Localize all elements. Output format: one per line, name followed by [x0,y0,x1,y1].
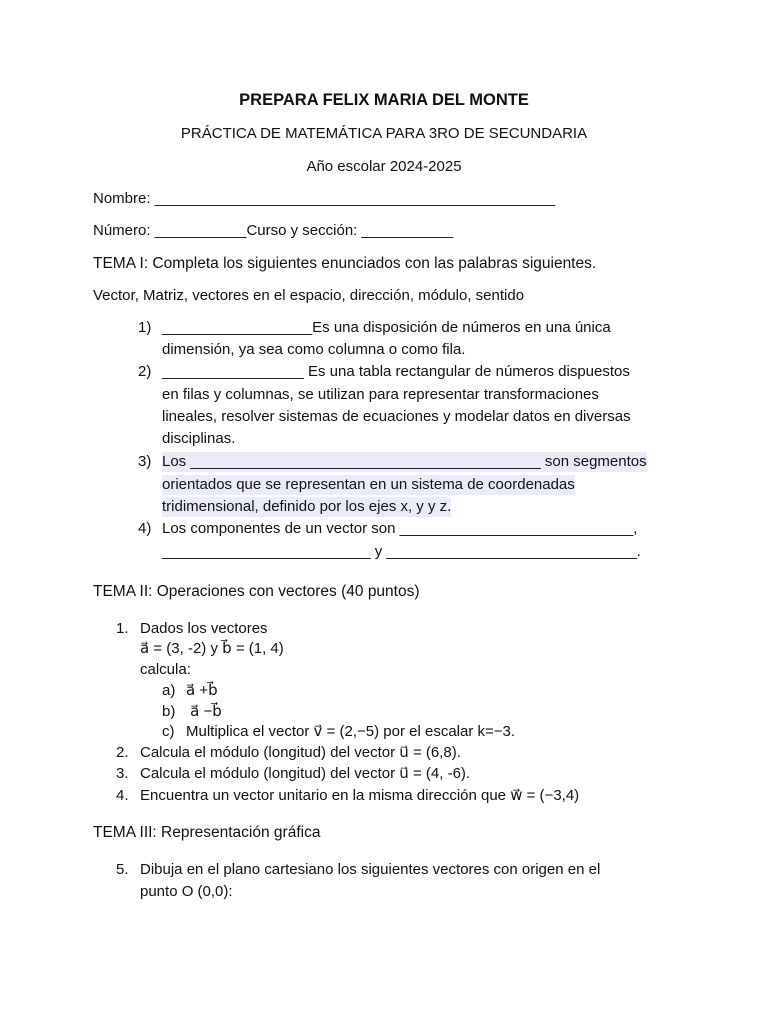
item4-line: Los componentes de un vector son ____________________________, [162,520,638,537]
nombre-field: Nombre: ________________________________________________ [93,190,556,207]
item3-line: orientados que se representan en un sistema de coordenadas [162,476,575,493]
item-number: 2) [138,363,152,380]
q3-text: Calcula el módulo (longitud) del vector u⃗ = (4, -6). [140,765,471,782]
q1-calcula: calcula: [140,661,191,678]
item2-line: en filas y columnas, se utilizan para representar transformaciones [162,386,599,403]
item4-line: _________________________ y ______________________________. [162,543,641,560]
question-number: 1. [116,620,129,637]
q5-line: punto O (0,0): [140,883,233,900]
word-bank: Vector, Matriz, vectores en el espacio, dirección, módulo, sentido [93,287,525,304]
sub-a-text: a⃗ +b⃗ [186,682,218,699]
sub-letter: a) [162,682,176,699]
sub-b-text: a⃗ −b⃗ [186,703,222,720]
item-number: 3) [138,453,152,470]
practice-subtitle: PRÁCTICA DE MATEMÁTICA PARA 3RO DE SECUNDARIA [180,125,588,142]
item1-line: __________________Es una disposición de números en una única [162,319,611,336]
tema3-heading: TEMA III: Representación gráfica [93,824,321,841]
q1-text: Dados los vectores [140,620,268,637]
item2-line: lineales, resolver sistemas de ecuaciones y modelar datos en diversas [162,408,631,425]
item-number: 1) [138,319,152,336]
question-number: 3. [116,765,129,782]
school-title: PREPARA FELIX MARIA DEL MONTE [239,91,529,109]
q4-text: Encuentra un vector unitario en la misma dirección que w⃗ = (−3,4) [140,787,580,804]
question-number: 2. [116,744,129,761]
q1-vectors: a⃗ = (3, -2) y b⃗ = (1, 4) [140,640,284,657]
sub-letter: b) [162,703,176,720]
question-number: 4. [116,787,129,804]
tema1-heading: TEMA I: Completa los siguientes enunciados con las palabras siguientes. [93,255,597,272]
item3-line: Los __________________________________________ son segmentos [162,453,647,470]
q5-line: Dibuja en el plano cartesiano los siguientes vectores con origen en el [140,861,601,878]
sub-letter: c) [162,723,175,740]
item1-line: dimensión, ya sea como columna o como fila. [162,341,466,358]
q2-text: Calcula el módulo (longitud) del vector u⃗ = (6,8). [140,744,461,761]
tema2-heading: TEMA II: Operaciones con vectores (40 puntos) [93,583,420,600]
item2-line: disciplinas. [162,430,236,447]
school-year: Año escolar 2024-2025 [306,158,462,175]
sub-c-text: Multiplica el vector v⃗ = (2,−5) por el escalar k=−3. [186,723,516,740]
item2-line: _________________ Es una tabla rectangular de números dispuestos [162,363,630,380]
question-number: 5. [116,861,129,878]
item3-line: tridimensional, definido por los ejes x, y y z. [162,498,452,515]
numero-curso-field: Número: ___________Curso y sección: ___________ [93,222,454,239]
item-number: 4) [138,520,152,537]
